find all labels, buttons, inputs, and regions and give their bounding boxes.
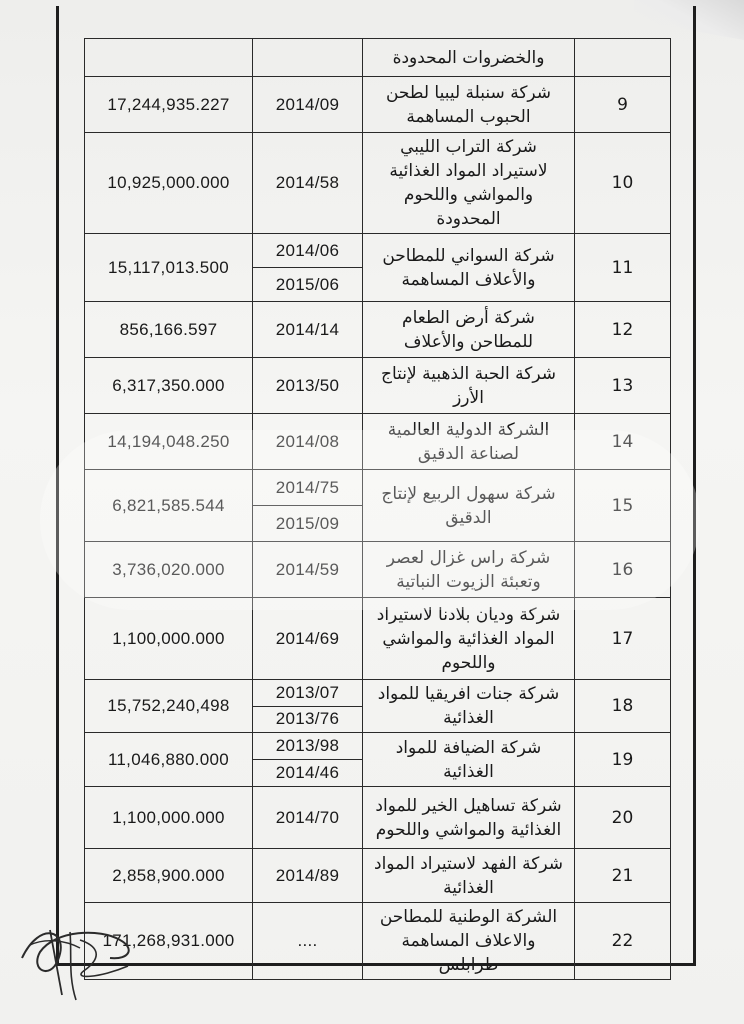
reference-text: 2015/06	[275, 274, 340, 294]
amount-text: 3,736,020.000	[112, 559, 225, 579]
reference-text: 2014/14	[275, 319, 340, 339]
reference-text: 2014/09	[275, 94, 340, 114]
company-name: شركة تساهيل الخير للمواد الغذائية والمواشي واللحوم	[363, 787, 575, 849]
row-number: 22	[575, 903, 671, 980]
reference-number	[253, 733, 363, 760]
amount-text: 10,925,000.000	[107, 173, 230, 192]
reference-number	[253, 39, 363, 77]
amount-text: 14,194,048.250	[107, 431, 230, 451]
reference-number	[253, 133, 363, 234]
table-body	[85, 39, 671, 980]
row-number: 17	[575, 598, 671, 680]
table-row	[85, 302, 671, 358]
reference-text: 2015/09	[275, 513, 340, 533]
amount-value	[85, 787, 253, 849]
reference-text: 2014/75	[275, 477, 340, 497]
company-name: شركة أرض الطعام للمطاحن والأعلاف	[363, 302, 575, 358]
row-number: 10	[575, 133, 671, 234]
amount-value	[85, 542, 253, 598]
company-name: شركة سنبلة ليبيا لطحن الحبوب المساهمة	[363, 77, 575, 133]
row-number: 21	[575, 849, 671, 903]
table-row	[85, 133, 671, 234]
amount-text: 1,100,000.000	[112, 807, 225, 827]
amount-value	[85, 414, 253, 470]
amount-value	[85, 680, 253, 733]
company-name: والخضروات المحدودة	[363, 39, 575, 77]
reference-number	[253, 470, 363, 506]
amount-text: 15,752,240,498	[107, 696, 230, 715]
amount-value	[85, 358, 253, 414]
company-name: شركة الفهد لاستيراد المواد الغذائية	[363, 849, 575, 903]
amount-value	[85, 598, 253, 680]
reference-number	[253, 302, 363, 358]
reference-text: 2014/58	[275, 173, 340, 192]
amount-text: 17,244,935.227	[107, 94, 230, 114]
amount-text: 11,046,880.000	[107, 749, 230, 769]
reference-number	[253, 787, 363, 849]
amount-text: 6,317,350.000	[112, 375, 225, 395]
table-row	[85, 358, 671, 414]
row-number: 11	[575, 234, 671, 302]
reference-text: 2014/59	[275, 559, 340, 579]
company-name: شركة التراب الليبي لاستيراد المواد الغذائية والمواشي واللحوم المحدودة	[363, 133, 575, 234]
amount-value	[85, 234, 253, 302]
table-row	[85, 903, 671, 980]
row-number	[575, 39, 671, 77]
reference-number	[253, 77, 363, 133]
company-name: شركة سهول الربيع لإنتاج الدقيق	[363, 470, 575, 542]
reference-number	[253, 414, 363, 470]
reference-number	[253, 706, 363, 733]
reference-text: 2013/07	[275, 682, 340, 702]
amount-value	[85, 39, 253, 77]
reference-number	[253, 760, 363, 787]
companies-table	[84, 38, 671, 980]
amount-value	[85, 733, 253, 787]
reference-number	[253, 849, 363, 903]
row-number: 18	[575, 680, 671, 733]
row-number: 16	[575, 542, 671, 598]
company-name: شركة الضيافة للمواد الغذائية	[363, 733, 575, 787]
amount-value	[85, 133, 253, 234]
table-row	[85, 542, 671, 598]
row-number: 19	[575, 733, 671, 787]
table-row	[85, 470, 671, 506]
table-row	[85, 39, 671, 77]
company-name: شركة راس غزال لعصر وتعبئة الزيوت النباتية	[363, 542, 575, 598]
table-row	[85, 598, 671, 680]
company-name: شركة جنات افريقيا للمواد الغذائية	[363, 680, 575, 733]
amount-value	[85, 77, 253, 133]
amount-text: 2,858,900.000	[112, 865, 225, 885]
reference-text: 2014/46	[275, 763, 340, 782]
row-number: 12	[575, 302, 671, 358]
amount-text: 856,166.597	[119, 319, 218, 339]
table-row	[85, 414, 671, 470]
table-row	[85, 77, 671, 133]
reference-text: 2014/69	[275, 628, 340, 648]
reference-text: 2013/98	[275, 736, 340, 755]
amount-value	[85, 470, 253, 542]
company-name: الشركة الوطنية للمطاحن والاعلاف المساهمة طرابلس	[363, 903, 575, 980]
amount-text: 6,821,585.544	[112, 495, 225, 515]
company-name: شركة وديان بلادنا لاستيراد المواد الغذائية والمواشي واللحوم	[363, 598, 575, 680]
reference-number	[253, 506, 363, 542]
row-number: 13	[575, 358, 671, 414]
table-row	[85, 849, 671, 903]
reference-number	[253, 234, 363, 268]
signature-mark	[10, 900, 150, 1010]
reference-number	[253, 542, 363, 598]
reference-number	[253, 268, 363, 302]
company-name: شركة السواني للمطاحن والأعلاف المساهمة	[363, 234, 575, 302]
row-number: 9	[575, 77, 671, 133]
amount-value	[85, 302, 253, 358]
amount-text: 1,100,000.000	[112, 628, 225, 648]
reference-number	[253, 680, 363, 707]
table-row	[85, 787, 671, 849]
company-name: شركة الحبة الذهبية لإنتاج الأرز	[363, 358, 575, 414]
amount-text: 15,117,013.500	[107, 257, 230, 277]
reference-text: 2014/89	[275, 865, 340, 885]
table-row	[85, 680, 671, 707]
row-number: 15	[575, 470, 671, 542]
reference-text: 2014/70	[275, 807, 340, 827]
reference-number	[253, 358, 363, 414]
reference-number	[253, 598, 363, 680]
amount-text: 171,268,931.000	[102, 931, 235, 950]
row-number: 14	[575, 414, 671, 470]
company-name: الشركة الدولية العالمية لصناعة الدقيق	[363, 414, 575, 470]
amount-value	[85, 849, 253, 903]
reference-text: ....	[297, 931, 318, 950]
reference-text: 2013/50	[275, 375, 340, 395]
table-row	[85, 234, 671, 268]
table-row	[85, 733, 671, 760]
reference-text: 2014/06	[275, 240, 340, 260]
reference-number	[253, 903, 363, 980]
row-number: 20	[575, 787, 671, 849]
reference-text: 2013/76	[275, 709, 340, 729]
reference-text: 2014/08	[275, 431, 340, 451]
